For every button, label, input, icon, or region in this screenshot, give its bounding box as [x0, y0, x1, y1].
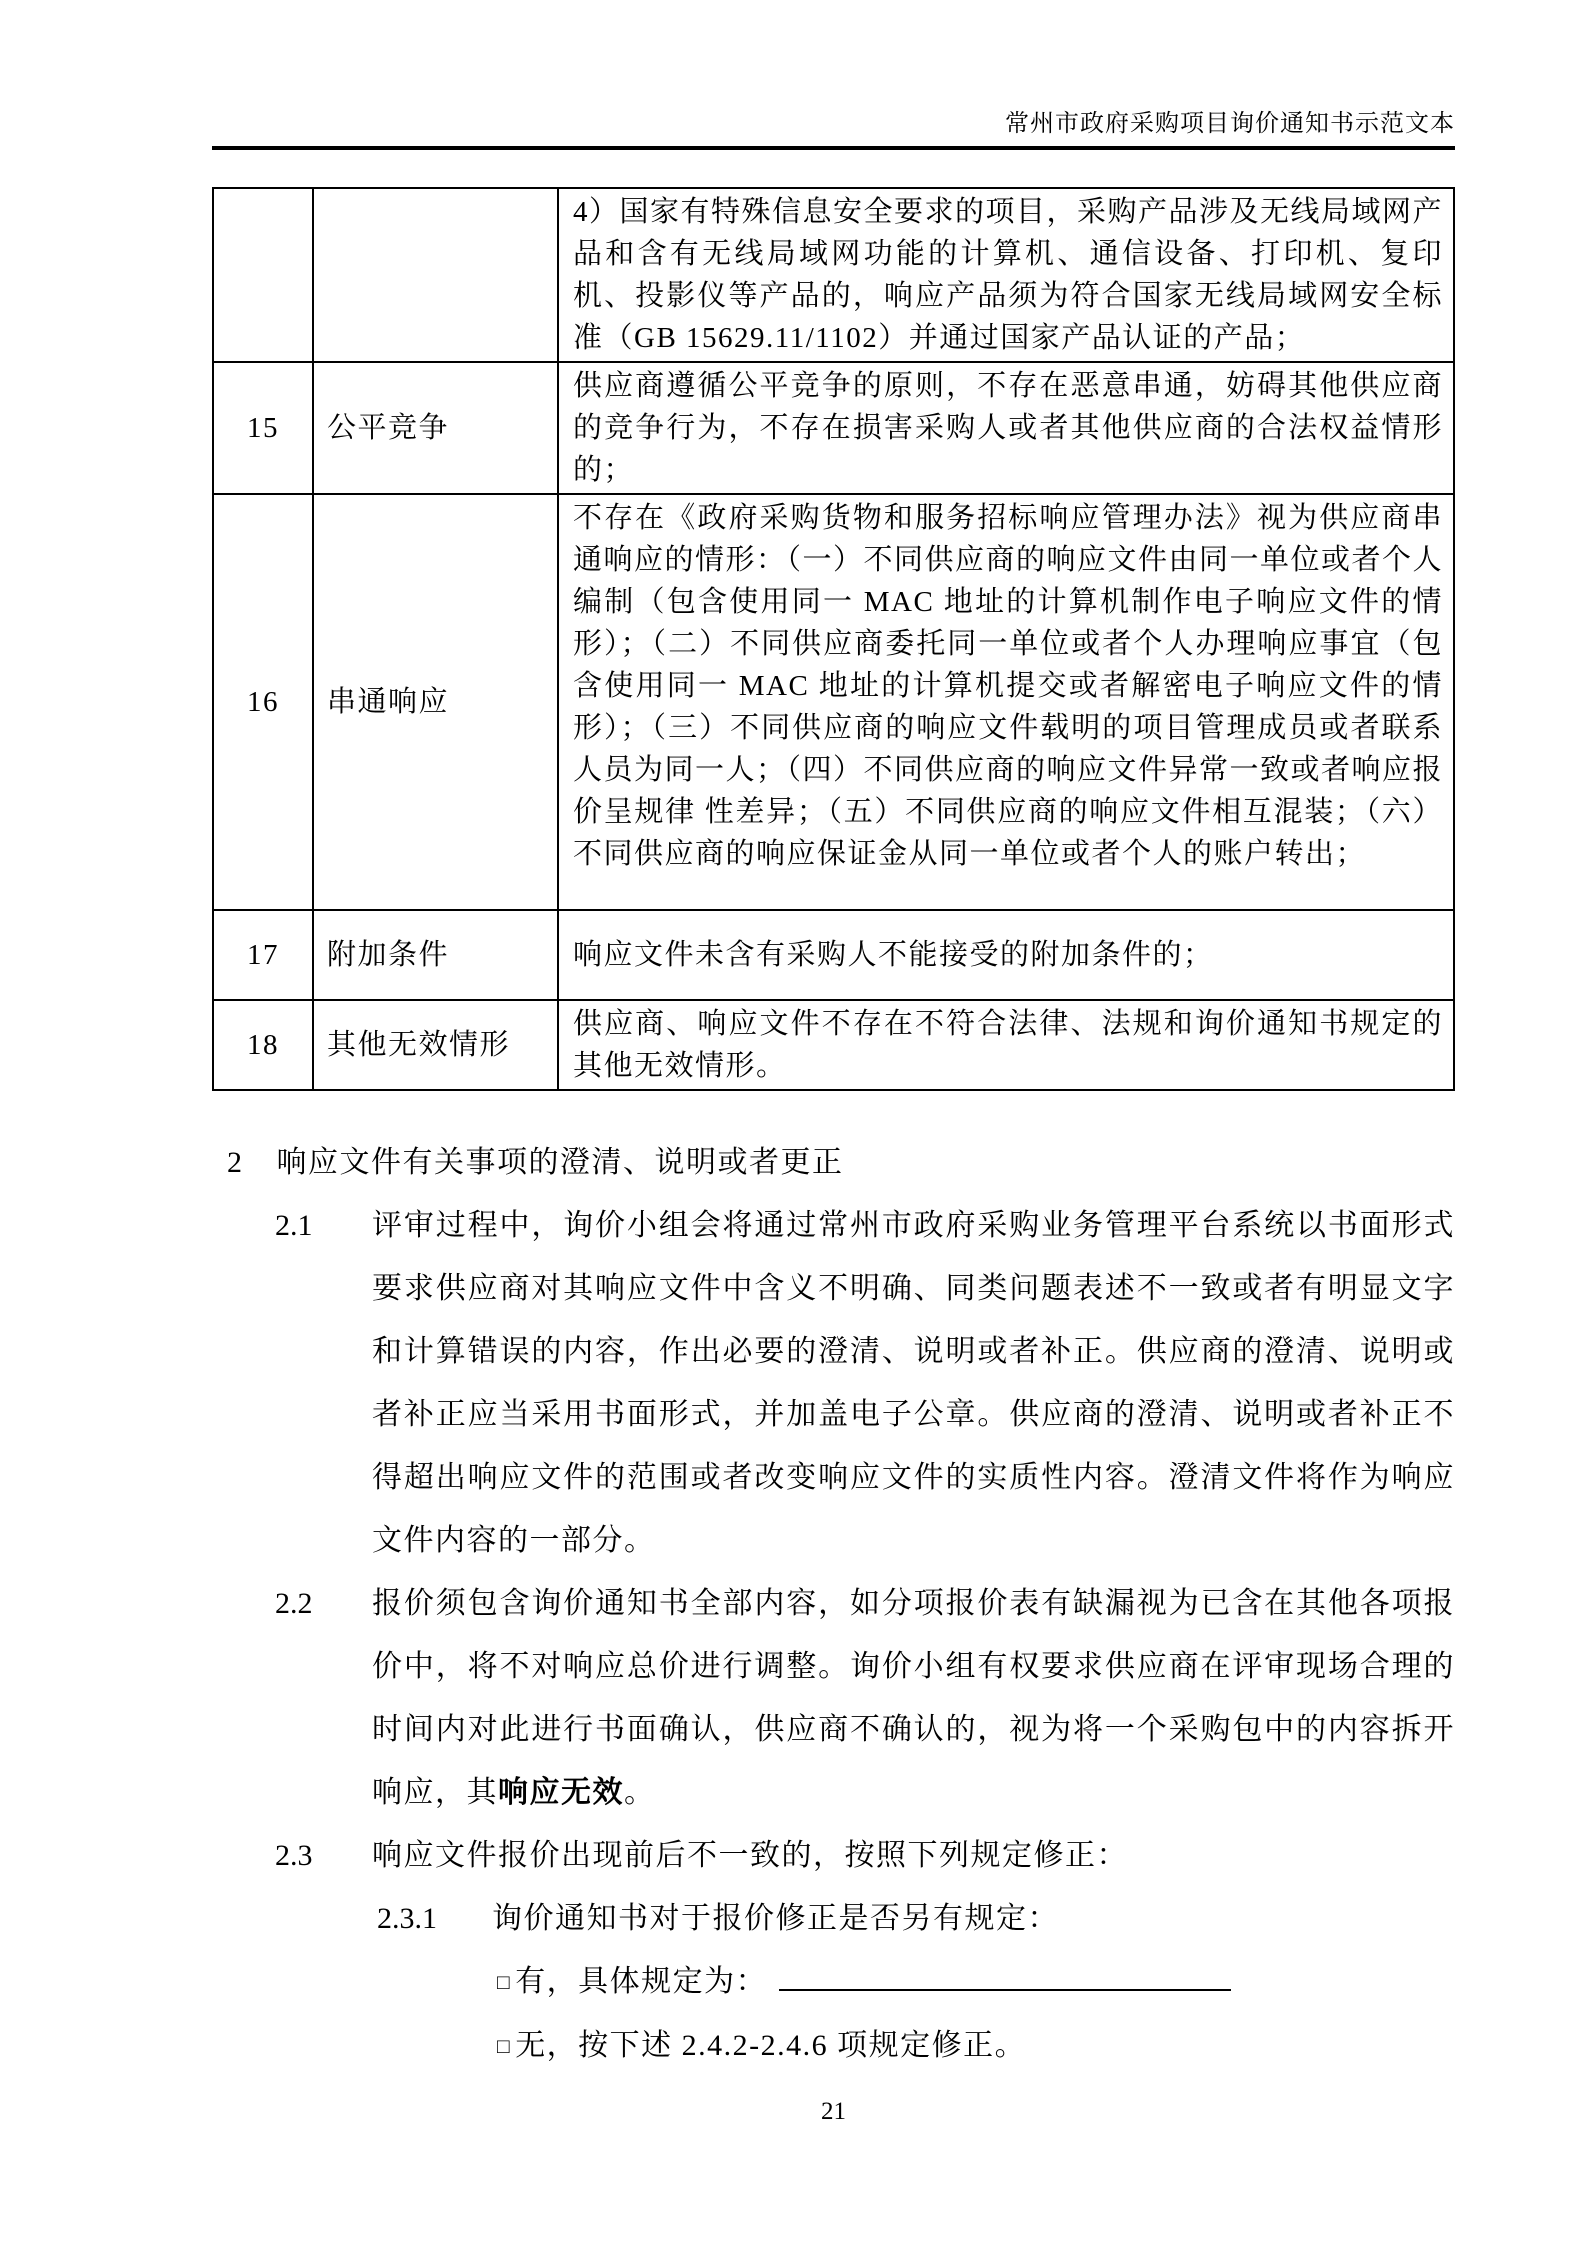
page-number: 21 — [821, 2098, 846, 2125]
row-number-cell: 18 — [213, 1000, 313, 1090]
clause-2-1 — [212, 1194, 1455, 1572]
clause-2-3-1 — [212, 1887, 1455, 1950]
row-content-cell: 响应文件未含有采购人不能接受的附加条件的； — [558, 910, 1454, 1000]
row-content-cell: 供应商遵循公平竞争的原则，不存在恶意串通，妨碍其他供应商的竞争行为，不存在损害采购人或者其他供应商的合法权益情形的； — [558, 362, 1454, 494]
blank-underline[interactable] — [779, 1959, 1231, 1991]
row-number-cell: 17 — [213, 910, 313, 1000]
row-number-cell: 16 — [213, 494, 313, 910]
row-label-cell: 附加条件 — [313, 910, 558, 1000]
table-row-continued — [213, 188, 1454, 362]
table-row-15 — [213, 362, 1454, 494]
section-heading — [212, 1131, 1455, 1194]
row-content-cell: 4）国家有特殊信息安全要求的项目，采购产品涉及无线局域网产品和含有无线局域网功能的计算机、通信设备、打印机、复印机、投影仪等产品的，响应产品须为符合国家无线局域网安全标准（GB 15629.11/1102）并通过国家产品认证的产品； — [558, 188, 1454, 362]
clause-2-3 — [212, 1824, 1455, 1887]
section-title: 响应文件有关事项的澄清、说明或者更正 — [276, 1146, 844, 1179]
option-has-specific-rule — [212, 1950, 1455, 2014]
option-no-specific-rule — [212, 2014, 1455, 2078]
clause-2-2 — [212, 1572, 1455, 1824]
row-label-cell: 公平竞争 — [313, 362, 558, 494]
bold-phrase: 响应无效 — [498, 1776, 624, 1809]
page-header — [212, 0, 1455, 150]
clause-text-segment: 报价须包含询价通知书全部内容，如分项报价表有缺漏视为已含在其他各项报价中，将不对响应总价进行调整。询价小组有权要求供应商在评审现场合理的时间内对此进行书面确认，供应商不确认的，视为将一个采购包中的内容拆开响应，其 — [372, 1587, 1455, 1809]
checkbox-no-rule[interactable]: □ — [497, 2034, 512, 2058]
clause-number: 2.3 — [275, 1839, 313, 1872]
row-label-cell — [313, 188, 558, 362]
clause-number: 2.2 — [275, 1587, 313, 1620]
row-content-cell: 不存在《政府采购货物和服务招标响应管理办法》视为供应商串通响应的情形：（一）不同供应商的响应文件由同一单位或者个人编制（包含使用同一 MAC 地址的计算机制作电子响应文件的情形）；（二）不同供应商委托同一单位或者个人办理响应事宜（包含使用同一 MAC 地址的计算机提交或者解密电子响应文件的情形）；（三）不同供应商的响应文件载明的项目管理成员或者联系人员为同一人；（四）不同供应商的响应文件异常一致或者响应报价呈规律 性差异；（五）不同供应商的响应文件相互混装；（六）不同供应商的响应保证金从同一单位或者个人的账户转出； — [558, 494, 1454, 910]
table-row-18 — [213, 1000, 1454, 1090]
row-number-cell — [213, 188, 313, 362]
clause-text: 响应文件报价出现前后不一致的，按照下列规定修正： — [372, 1839, 1128, 1872]
section-number: 2 — [227, 1146, 244, 1179]
clause-text — [372, 1572, 1455, 1824]
table-row-17 — [213, 910, 1454, 1000]
row-label-cell: 其他无效情形 — [313, 1000, 558, 1090]
clause-text-segment: 。 — [624, 1776, 656, 1809]
option-label: 无，按下述 2.4.2-2.4.6 项规定修正。 — [515, 2029, 1027, 2062]
clause-number: 2.1 — [275, 1209, 313, 1242]
clause-text: 评审过程中，询价小组会将通过常州市政府采购业务管理平台系统以书面形式要求供应商对其响应文件中含义不明确、同类问题表述不一致或者有明显文字和计算错误的内容，作出必要的澄清、说明或者补正。供应商的澄清、说明或者补正应当采用书面形式，并加盖电子公章。供应商的澄清、说明或者补正不得超出响应文件的范围或者改变响应文件的实质性内容。澄清文件将作为响应文件内容的一部分。 — [372, 1209, 1455, 1557]
checkbox-has-rule[interactable]: □ — [497, 1970, 512, 1994]
clause-text: 询价通知书对于报价修正是否另有规定： — [492, 1902, 1059, 1935]
row-content-cell: 供应商、响应文件不存在不符合法律、法规和询价通知书规定的其他无效情形。 — [558, 1000, 1454, 1090]
row-label-cell: 串通响应 — [313, 494, 558, 910]
invalid-response-conditions-table — [212, 187, 1455, 1091]
table-row-16 — [213, 494, 1454, 910]
row-number-cell: 15 — [213, 362, 313, 494]
header-title: 常州市政府采购项目询价通知书示范文本 — [1005, 111, 1455, 137]
option-label: 有，具体规定为： — [515, 1965, 768, 1998]
section-2 — [212, 1131, 1455, 2078]
clause-number: 2.3.1 — [377, 1902, 437, 1935]
